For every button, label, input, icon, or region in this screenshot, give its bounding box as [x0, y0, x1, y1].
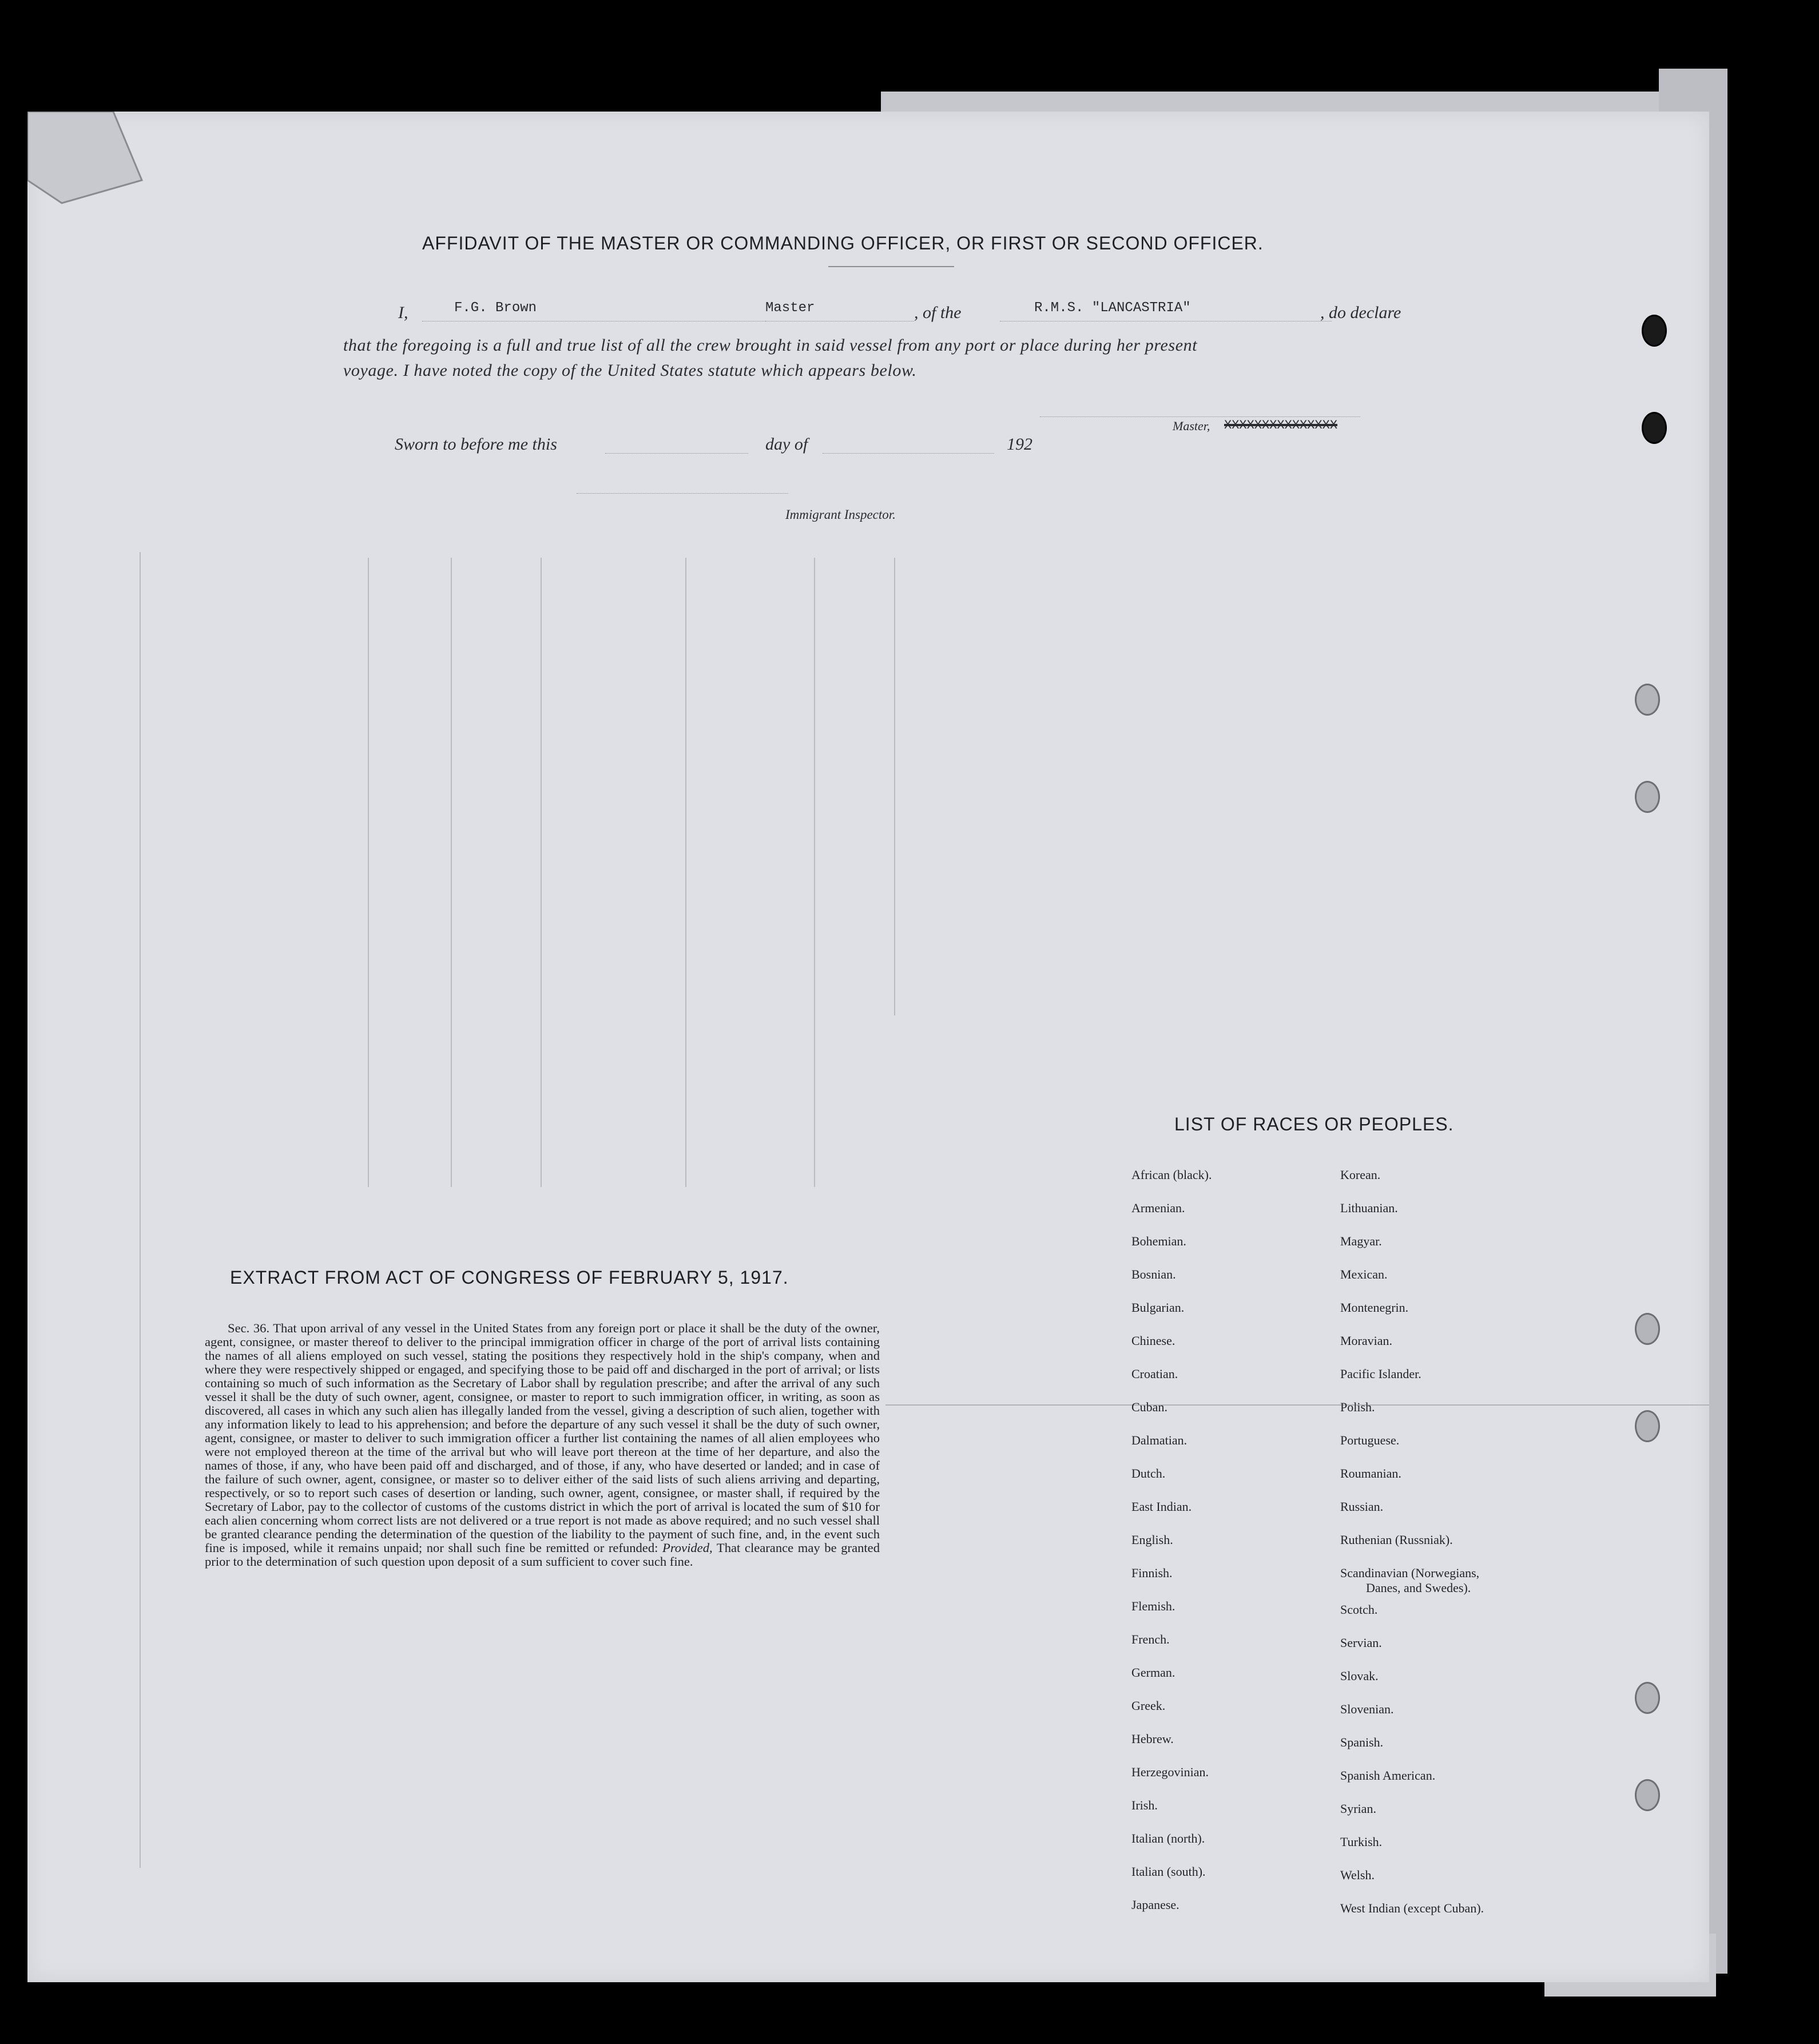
race-right-item: Russian.: [1340, 1499, 1384, 1514]
ghost-column-1: [140, 552, 141, 1868]
race-right-item: Welsh.: [1340, 1868, 1375, 1882]
sworn-label: Sworn to before me this: [395, 435, 557, 454]
master-struck-text: XXXXXXXXXXXXXXX: [1224, 418, 1338, 432]
inspector-label: Immigrant Inspector.: [785, 507, 896, 522]
act-body-part-2: That clearance may be granted prior to the determination of such question upon deposit of a sum sufficient to cover such fine.: [205, 1541, 880, 1569]
i-label: I,: [398, 303, 408, 322]
race-left-item: Bohemian.: [1131, 1234, 1186, 1248]
punch-hole: [1635, 1682, 1660, 1714]
race-right-item: Servian.: [1340, 1636, 1382, 1650]
race-left-item: Bulgarian.: [1131, 1300, 1185, 1315]
race-left-item: Irish.: [1131, 1798, 1158, 1812]
race-right-item: Danes, and Swedes).: [1366, 1581, 1471, 1595]
day-of-label: day of: [765, 435, 808, 454]
punch-hole: [1635, 684, 1660, 716]
race-left-item: Italian (south).: [1131, 1864, 1206, 1879]
act-section-36: [205, 1321, 880, 1569]
name-line: [422, 321, 765, 322]
race-right-item: West Indian (except Cuban).: [1340, 1901, 1484, 1915]
punch-hole: [1635, 781, 1660, 813]
punch-hole: [1635, 1779, 1660, 1811]
punch-hole: [1635, 1313, 1660, 1345]
race-right-item: Moravian.: [1340, 1333, 1393, 1348]
race-right-item: Lithuanian.: [1340, 1201, 1398, 1215]
vessel-name: R.M.S. "LANCASTRIA": [1034, 300, 1191, 316]
rank-line: [765, 321, 914, 322]
ghost-column-6: [814, 558, 815, 1187]
races-title: LIST OF RACES OR PEOPLES.: [1174, 1114, 1454, 1134]
race-left-item: German.: [1131, 1665, 1175, 1680]
race-left-item: Japanese.: [1131, 1898, 1179, 1912]
race-left-item: Dalmatian.: [1131, 1433, 1187, 1447]
act-body-part-1: Sec. 36. That upon arrival of any vessel in the United States from any foreign port or place it shall be the duty of the owner, agent, consignee, or master thereof to deliver to the principal immigration officer in charge of the port of arrival lists containing the names of all aliens employed on such vessel, stating the positions they respectively hold in the ship's company, when and where they were respectively shipped or engaged, and specifying those to be paid off and discharged in the port of arrival; or lists containing so much of such information as the Secretary of Labor shall by regulation prescribe; and after the arrival of any such vessel it shall be the duty of such owner, agent, consignee, or master to report to such immigration officer, in writing, as soon as discovered, all cases in which any such alien has illegally landed from the vessel, giving a description of such alien, together with any information likely to lead to his apprehension; and before the departure of any such vessel it shall be the duty of such owner, agent, consignee, or master to deliver to such immigration officer a further list containing the names of all alien employees who were not employed thereon at the time of the arrival but who will leave port thereon at the time of her departure, and also the names of those, if any, who have been paid off and discharged, and of those, if any, who have deserted or landed; and in case of the failure of such owner, agent, consignee, or master so to deliver either of the said lists of such aliens arriving and departing, respectively, or so to report such cases of desertion or landing, such owner, agent, consignee, or master shall, if required by the Secretary of Labor, pay to the collector of customs of the customs district in which the port of arrival is located the sum of $10 for each alien concerning whom correct lists are not delivered or a true report is not made as above required; and no such vessel shall be granted clearance pending the determination of the question of the liability to the payment of such fine, and, in the event such fine is imposed, while it remains unpaid; nor shall such fine be remitted or refunded:: [205, 1321, 880, 1555]
race-right-item: Slovenian.: [1340, 1702, 1394, 1716]
document-page: [27, 112, 1709, 1982]
act-title: EXTRACT FROM ACT OF CONGRESS OF FEBRUARY 5, 1917.: [230, 1267, 789, 1288]
race-right-item: Syrian.: [1340, 1801, 1376, 1816]
race-left-item: Cuban.: [1131, 1400, 1167, 1414]
sworn-day-line: [605, 453, 748, 454]
race-left-item: East Indian.: [1131, 1499, 1192, 1514]
race-right-item: Ruthenian (Russniak).: [1340, 1533, 1453, 1547]
title-underline: [828, 266, 954, 267]
affidavit-line-3: voyage. I have noted the copy of the United States statute which appears below.: [343, 361, 917, 380]
ghost-column-5: [685, 558, 686, 1187]
race-right-item: Magyar.: [1340, 1234, 1382, 1248]
race-left-item: Hebrew.: [1131, 1732, 1174, 1746]
race-left-item: Herzegovinian.: [1131, 1765, 1209, 1779]
race-left-item: Italian (north).: [1131, 1831, 1205, 1845]
race-left-item: Bosnian.: [1131, 1267, 1176, 1281]
sworn-month-line: [823, 453, 994, 454]
punch-hole: [1642, 412, 1667, 444]
race-right-item: Polish.: [1340, 1400, 1375, 1414]
do-declare-label: , do declare: [1320, 303, 1401, 322]
race-right-item: Portuguese.: [1340, 1433, 1400, 1447]
race-left-item: Chinese.: [1131, 1333, 1175, 1348]
inspector-line: [577, 493, 788, 494]
race-left-item: Croatian.: [1131, 1367, 1178, 1381]
race-right-item: Pacific Islander.: [1340, 1367, 1421, 1381]
race-left-item: English.: [1131, 1533, 1173, 1547]
year-label: 192: [1007, 435, 1032, 454]
punch-hole: [1642, 315, 1667, 347]
master-signature-line: [1040, 416, 1360, 417]
race-right-item: Korean.: [1340, 1168, 1381, 1182]
ghost-fold-line: [885, 1404, 1709, 1406]
ghost-column-3: [451, 558, 452, 1187]
race-right-item: Scandinavian (Norwegians,: [1340, 1566, 1480, 1580]
rank: Master: [765, 300, 815, 316]
race-left-item: Finnish.: [1131, 1566, 1173, 1580]
race-left-item: Greek.: [1131, 1698, 1166, 1713]
race-right-item: Spanish American.: [1340, 1768, 1436, 1783]
of-the-label: , of the: [914, 303, 962, 322]
race-right-item: Scotch.: [1340, 1602, 1378, 1617]
affidavit-line-2: that the foregoing is a full and true list of all the crew brought in said vessel from any port or place during her present: [343, 336, 1198, 355]
race-right-item: Montenegrin.: [1340, 1300, 1409, 1315]
ghost-column-4: [541, 558, 542, 1187]
race-right-item: Roumanian.: [1340, 1466, 1401, 1481]
master-name: F.G. Brown: [454, 300, 537, 316]
ghost-column-7: [894, 558, 895, 1015]
race-left-item: French.: [1131, 1632, 1170, 1646]
race-right-item: Spanish.: [1340, 1735, 1384, 1749]
race-left-item: African (black).: [1131, 1168, 1212, 1182]
vessel-line: [1000, 321, 1332, 322]
ghost-column-2: [368, 558, 369, 1187]
race-right-item: Turkish.: [1340, 1835, 1383, 1849]
master-label: Master,: [1173, 419, 1210, 433]
act-provided-label: Provided,: [662, 1541, 713, 1555]
punch-hole: [1635, 1410, 1660, 1442]
race-left-item: Armenian.: [1131, 1201, 1185, 1215]
race-left-item: Dutch.: [1131, 1466, 1166, 1481]
affidavit-title: AFFIDAVIT OF THE MASTER OR COMMANDING OFFICER, OR FIRST OR SECOND OFFICER.: [422, 233, 1264, 253]
torn-corner: [27, 112, 153, 215]
race-right-item: Mexican.: [1340, 1267, 1388, 1281]
race-right-item: Slovak.: [1340, 1669, 1379, 1683]
race-left-item: Flemish.: [1131, 1599, 1175, 1613]
